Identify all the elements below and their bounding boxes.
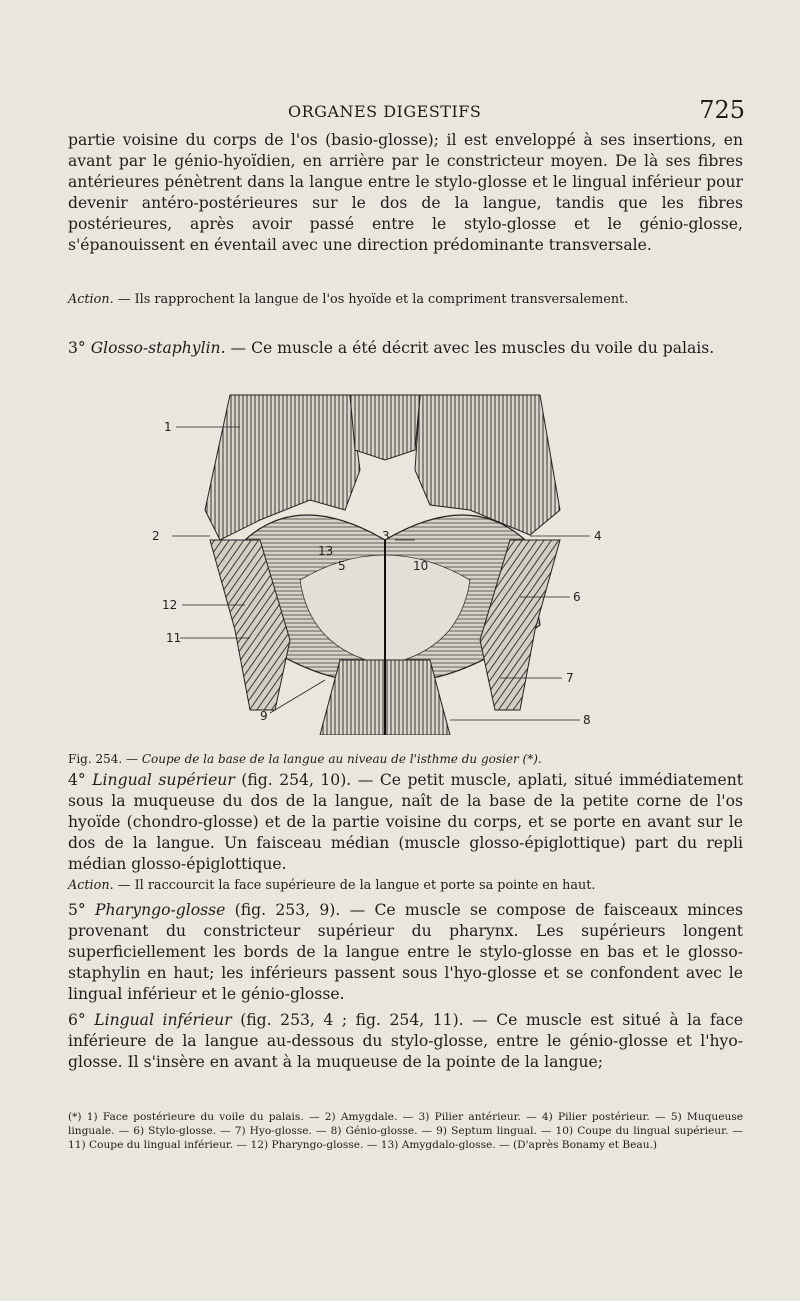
muscle-name: Lingual supérieur: [92, 771, 235, 789]
paragraph-text: (fig. 253, 9). — Ce muscle se compose de faisceaux minces provenant du constricteur supérieur du pharynx. Les supérieurs longent superficiellement les bords de la langue entre le stylo-glosse en bas et le glosso-staphylin en haut; les inférieurs passent sous l'hyo-glosse et se confondent avec le lingual inférieur et le génio-glosse.: [68, 901, 743, 1003]
page-header: [68, 98, 745, 128]
figure-label-13: 13: [318, 544, 334, 558]
paragraph-text: partie voisine du corps de l'os (basio-glosse); il est enveloppé à ses insertions, en avant par le génio-hyoïdien, en arrière par le constricteur moyen. De là ses fibres antérieures pénètrent dans la langue entre le stylo-glosse et le lingual inférieur pour devenir antéro-postérieures sur le dos de la langue, tandis que les fibres postérieures, après avoir passé entre le stylo-glosse et le génio-glosse, s'épanouissent en éventail avec une direction prédominante transversale.: [68, 131, 743, 254]
action-label: Action.: [68, 292, 114, 307]
figure-caption: [68, 752, 743, 767]
paragraph-basio-glosse: [68, 130, 743, 256]
action-paragraph-1: [68, 290, 743, 309]
paragraph-glosso-staphylin: [68, 338, 743, 359]
paragraph-text: — Ce muscle a été décrit avec les muscles du voile du palais.: [225, 339, 715, 357]
muscle-name: Glosso-staphylin.: [90, 339, 226, 357]
figure-label-12: 12: [162, 598, 178, 612]
figure-number: Fig. 254.: [68, 752, 123, 766]
section-number: 5°: [68, 901, 86, 919]
figure-label-10: 10: [413, 559, 429, 573]
figure-label-3: 3: [382, 529, 390, 543]
figure-caption-text: — Coupe de la base de la langue au niveau de l'isthme du gosier (*).: [122, 752, 542, 766]
muscle-name: Lingual inférieur: [94, 1011, 232, 1029]
figure-label-7: 7: [566, 671, 574, 685]
action-paragraph-2: [68, 876, 743, 895]
figure-label-6: 6: [573, 590, 581, 604]
action-text: — Il raccourcit la face supérieure de la langue et porte sa pointe en haut.: [113, 878, 596, 893]
paragraph-lingual-superieur: [68, 770, 743, 875]
tongue-section-figure: [150, 390, 620, 735]
paragraph-pharyngo-glosse: [68, 900, 743, 1005]
paragraph-text: (fig. 254, 10). — Ce petit muscle, aplati, situé immédiatement sous la muqueuse du dos de la langue, naît de la base de la petite corne de l'os hyoïde (chondro-glosse) et de la partie voisine du corps, et se porte en avant sur le dos de la langue. Un faisceau médian (muscle glosso-épiglottique) part du repli médian glosso-épiglottique.: [68, 771, 744, 873]
paragraph-lingual-inferieur: [68, 1010, 743, 1073]
action-text: — Ils rapprochent la langue de l'os hyoïde et la compriment transversalement.: [113, 292, 629, 307]
footnote-text: (*) 1) Face postérieure du voile du palais. — 2) Amygdale. — 3) Pilier antérieur. — 4) Pilier postérieur. — 5) Muqueuse linguale. — 6) Stylo-glosse. — 7) Hyo-glosse. — 8) Génio-glosse. — 9) Septum lingual. — 10) Coupe du lingual supérieur. — 11) Coupe du lingual inférieur. — 12) Pharyngo-glosse. — 13) Amygdalo-glosse. — (D'après Bonamy et Beau.): [68, 1111, 743, 1151]
figure-label-2: 2: [152, 529, 160, 543]
figure-label-1: 1: [164, 420, 172, 434]
figure-label-11: 11: [166, 631, 182, 645]
muscle-name: Pharyngo-glosse: [95, 901, 226, 919]
figure-label-8: 8: [583, 713, 591, 727]
action-label: Action.: [68, 878, 114, 893]
page-number: 725: [699, 96, 745, 124]
running-head: ORGANES DIGESTIFS: [288, 102, 482, 121]
paragraph-text: (fig. 253, 4 ; fig. 254, 11). — Ce muscle est situé à la face inférieure de la langue au-dessous du stylo-glosse, entre le génio-glosse et l'hyo-glosse. Il s'insère en avant à la muqueuse de la pointe de la langue;: [68, 1011, 743, 1071]
section-number: 4°: [68, 771, 86, 789]
figure-label-4: 4: [594, 529, 602, 543]
figure-label-5: 5: [338, 559, 346, 573]
section-number: 3°: [68, 339, 86, 357]
footnote: [68, 1110, 743, 1152]
figure-label-9: 9: [260, 709, 268, 723]
section-number: 6°: [68, 1011, 86, 1029]
